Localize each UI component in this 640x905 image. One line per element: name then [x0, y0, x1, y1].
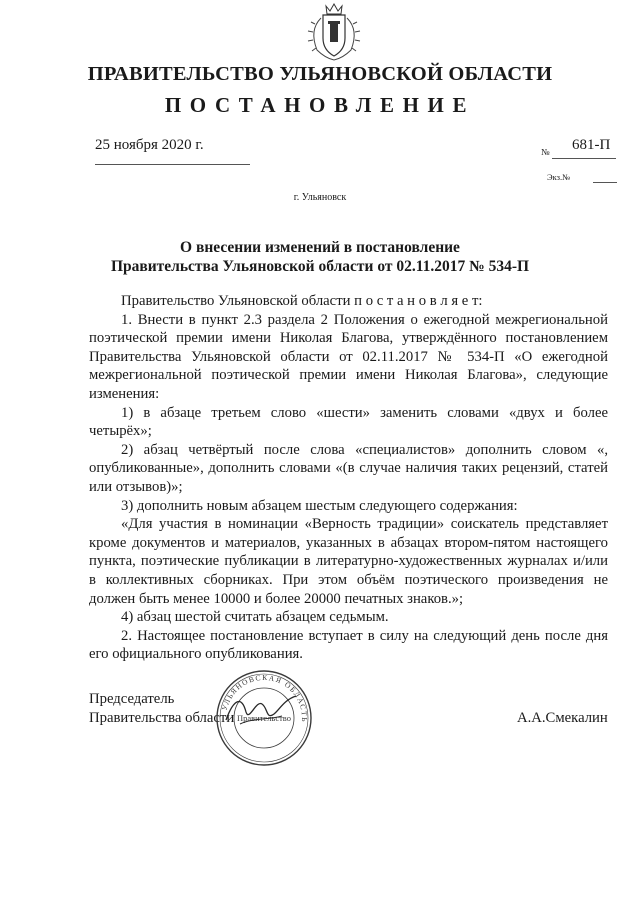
copy-number-label: Экз.№	[547, 172, 571, 182]
preamble-text: Правительство Ульяновской области	[121, 293, 355, 309]
paragraph: 3) дополнить новым абзацем шестым следующего содержания:	[121, 497, 518, 514]
title-line-1: О внесении изменений в постановление	[180, 239, 460, 256]
paragraph: «Для участия в номинации «Верность традиции» соискатель представляет кроме документов и материалов, указанных в абзацах втором-пятом настоящего пункта, поэтические публикации в литературно-художественных журналах и/или в коллективных сборниках. При этом объём поэтического произведения не должен быть менее 10000 и более 20000 печатных знаков.»;	[89, 516, 608, 607]
preamble-verb: п о с т а н о в л я е т:	[354, 293, 483, 309]
handwritten-signature-icon	[222, 690, 300, 730]
paragraph: 2. Настоящее постановление вступает в силу на следующий день после дня его официального опубликования.	[89, 627, 608, 663]
paragraph: 1. Внести в пункт 2.3 раздела 2 Положения о ежегодной межрегиональной поэтической премии имени Николая Благова, утверждённого постановлением Правительства Ульяновской области от 02.11.2017 № 534-П «О ежегодной межрегиональной поэтической премии имени Николая Благова», следующие изменения:	[89, 311, 608, 402]
document-type: ПОСТАНОВЛЕНИЕ	[164, 93, 476, 117]
city-name: г. Ульяновск	[293, 192, 347, 203]
number-label: №	[541, 147, 550, 157]
date-underline	[95, 164, 250, 165]
document-date: 25 ноября 2020 г.	[95, 137, 204, 153]
paragraph: 4) абзац шестой считать абзацем седьмым.	[121, 609, 389, 626]
organization-name: ПРАВИТЕЛЬСТВО УЛЬЯНОВСКОЙ ОБЛАСТИ	[87, 63, 553, 85]
copy-number-underline	[593, 182, 617, 183]
paragraph: 2) абзац четвёртый после слова «специалистов» дополнить словом «, опубликованные», дополнить словами «(в случае наличия таких рецензий, статей или отзывов)»;	[89, 441, 608, 495]
preamble	[89, 292, 608, 311]
document-body	[89, 292, 608, 664]
document-title	[0, 238, 640, 276]
signatory-name: А.А.Смекалин	[517, 710, 608, 726]
signatory-position-line-2: Правительства области	[89, 710, 235, 726]
seal-center-text: Правительство	[236, 713, 292, 723]
paragraph: 1) в абзаце третьем слово «шести» заменить словами «двух и более четырёх»;	[89, 404, 608, 440]
signatory-position-line-1: Председатель	[89, 691, 175, 707]
number-underline	[552, 158, 616, 159]
document-number: 681-П	[572, 137, 611, 153]
coat-of-arms-icon	[301, 2, 367, 64]
seal-ring-text: УЛЬЯНОВСКАЯ ОБЛАСТЬ	[219, 672, 310, 724]
title-line-2: Правительства Ульяновской области от 02.11.2017 № 534-П	[110, 258, 530, 275]
